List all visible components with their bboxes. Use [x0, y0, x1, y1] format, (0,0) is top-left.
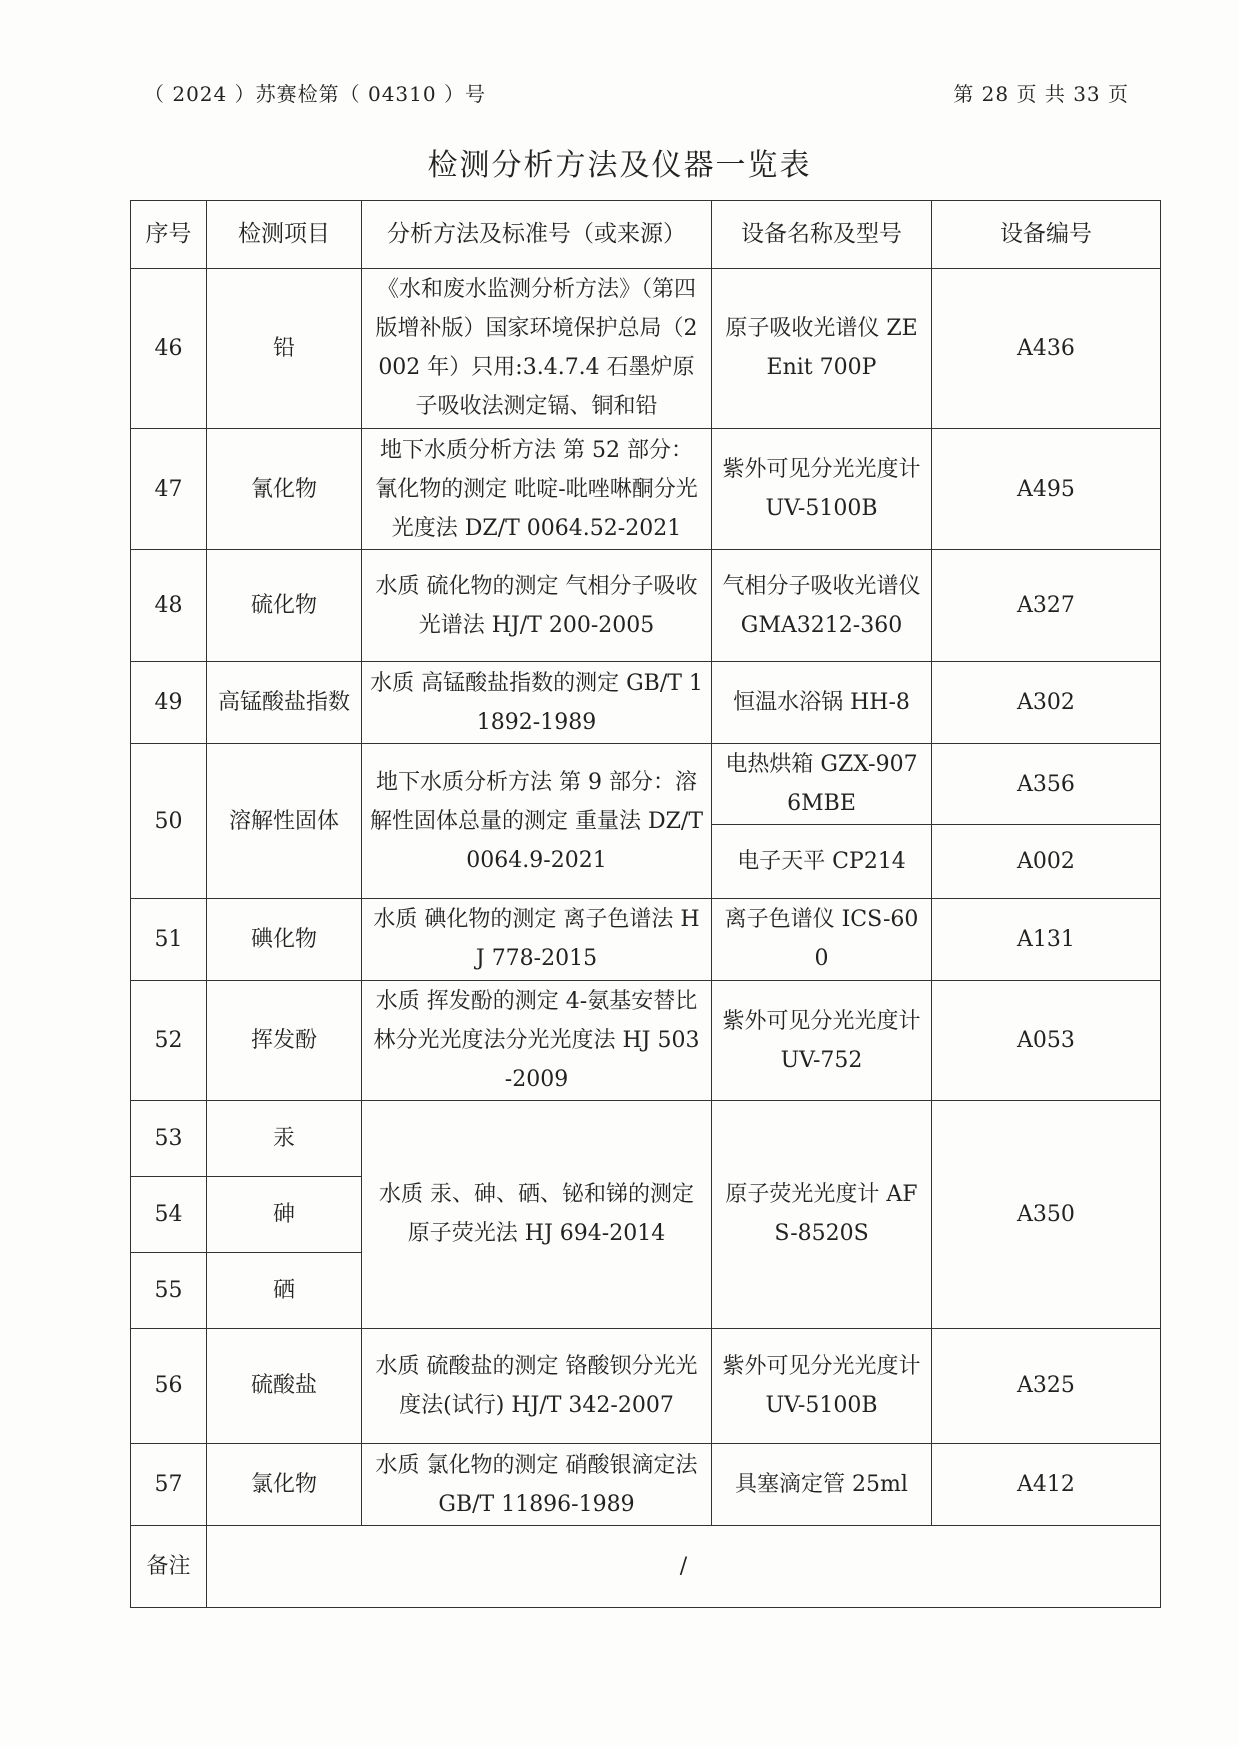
table-row: [131, 980, 1161, 1101]
col-header-method: 分析方法及标准号（或来源）: [362, 201, 712, 269]
row-equip-id: A325: [932, 1328, 1161, 1444]
row-equipment: 恒温水浴锅 HH-8: [712, 662, 932, 744]
row-item: 硒: [207, 1252, 362, 1328]
row-equip-id: A436: [932, 268, 1161, 429]
report-number: （ 2024 ）苏赛检第（ 04310 ）号: [144, 82, 486, 106]
note-row: [131, 1526, 1161, 1608]
row-no: 52: [131, 980, 207, 1101]
row-no: 55: [131, 1252, 207, 1328]
row-no: 57: [131, 1444, 207, 1526]
row-no: 56: [131, 1328, 207, 1444]
table-row: [131, 1101, 1161, 1177]
row-item: 高锰酸盐指数: [207, 662, 362, 744]
row-no: 51: [131, 898, 207, 980]
row-no: 49: [131, 662, 207, 744]
row-no: 46: [131, 268, 207, 429]
row-item: 氯化物: [207, 1444, 362, 1526]
row-item: 砷: [207, 1177, 362, 1253]
row-method: 地下水质分析方法 第 9 部分：溶解性固体总量的测定 重量法 DZ/T 0064.9-2021: [362, 744, 712, 899]
note-label: 备注: [131, 1526, 207, 1608]
row-equipment: 离子色谱仪 ICS-600: [712, 898, 932, 980]
row-equip-id: A002: [932, 825, 1161, 899]
table-row: [131, 662, 1161, 744]
row-equip-id: A495: [932, 429, 1161, 550]
row-method: 水质 碘化物的测定 离子色谱法 HJ 778-2015: [362, 898, 712, 980]
row-no: 48: [131, 549, 207, 662]
row-equip-id: A131: [932, 898, 1161, 980]
row-item: 硫化物: [207, 549, 362, 662]
table-row: [131, 744, 1161, 825]
row-method: 水质 硫化物的测定 气相分子吸收光谱法 HJ/T 200-2005: [362, 549, 712, 662]
row-equipment: 紫外可见分光光度计 UV-752: [712, 980, 932, 1101]
col-header-equipment: 设备名称及型号: [712, 201, 932, 269]
row-equip-id: A053: [932, 980, 1161, 1101]
row-equip-id: A350: [932, 1101, 1161, 1328]
row-equip-id: A356: [932, 744, 1161, 825]
row-no: 53: [131, 1101, 207, 1177]
methods-table: [130, 200, 1161, 1608]
row-method: 水质 高锰酸盐指数的测定 GB/T 11892-1989: [362, 662, 712, 744]
col-header-item: 检测项目: [207, 201, 362, 269]
col-header-equip-id: 设备编号: [932, 201, 1161, 269]
table-row: [131, 549, 1161, 662]
row-item: 汞: [207, 1101, 362, 1177]
row-no: 54: [131, 1177, 207, 1253]
row-equipment: 紫外可见分光光度计 UV-5100B: [712, 1328, 932, 1444]
row-item: 碘化物: [207, 898, 362, 980]
row-method: 水质 挥发酚的测定 4-氨基安替比林分光光度法分光光度法 HJ 503-2009: [362, 980, 712, 1101]
col-header-no: 序号: [131, 201, 207, 269]
row-equip-id: A327: [932, 549, 1161, 662]
note-value: /: [207, 1526, 1161, 1608]
table-row: [131, 1328, 1161, 1444]
table-row: [131, 429, 1161, 550]
row-equipment: 原子荧光光度计 AFS-8520S: [712, 1101, 932, 1328]
row-no: 47: [131, 429, 207, 550]
row-equipment: 紫外可见分光光度计 UV-5100B: [712, 429, 932, 550]
row-equipment: 具塞滴定管 25ml: [712, 1444, 932, 1526]
row-method: 地下水质分析方法 第 52 部分：氰化物的测定 吡啶-吡唑啉酮分光光度法 DZ/T 0064.52-2021: [362, 429, 712, 550]
table-row: [131, 1444, 1161, 1526]
row-equipment: 电热烘箱 GZX-9076MBE: [712, 744, 932, 825]
row-equipment: 气相分子吸收光谱仪 GMA3212-360: [712, 549, 932, 662]
row-item: 氰化物: [207, 429, 362, 550]
row-method: 水质 硫酸盐的测定 铬酸钡分光光度法(试行) HJ/T 342-2007: [362, 1328, 712, 1444]
row-method: 水质 氯化物的测定 硝酸银滴定法 GB/T 11896-1989: [362, 1444, 712, 1526]
row-equip-id: A412: [932, 1444, 1161, 1526]
page-info: 第 28 页 共 33 页: [953, 82, 1129, 106]
row-no: 50: [131, 744, 207, 899]
row-method: 《水和废水监测分析方法》（第四版增补版）国家环境保护总局（2002 年）只用:3.4.7.4 石墨炉原子吸收法测定镉、铜和铅: [362, 268, 712, 429]
row-item: 铅: [207, 268, 362, 429]
row-item: 硫酸盐: [207, 1328, 362, 1444]
row-equipment: 电子天平 CP214: [712, 825, 932, 899]
table-row: [131, 268, 1161, 429]
row-equip-id: A302: [932, 662, 1161, 744]
row-item: 溶解性固体: [207, 744, 362, 899]
row-method: 水质 汞、砷、硒、铋和锑的测定 原子荧光法 HJ 694-2014: [362, 1101, 712, 1328]
table-row: [131, 898, 1161, 980]
table-header-row: [131, 201, 1161, 269]
row-item: 挥发酚: [207, 980, 362, 1101]
page-title: 检测分析方法及仪器一览表: [427, 148, 812, 183]
row-equipment: 原子吸收光谱仪 ZEEnit 700P: [712, 268, 932, 429]
